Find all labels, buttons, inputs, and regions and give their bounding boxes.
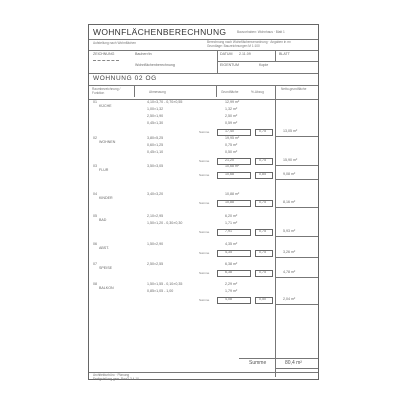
divider [275, 277, 318, 278]
row3-mid: Bauherr/in [135, 52, 152, 56]
header-right-2: Berechnung nach Wohnflächenverordnung · Angaben in m² [207, 40, 291, 44]
subtotal-label: Summe [199, 230, 210, 234]
room-net-area: 15,90 m² [283, 158, 298, 162]
subtotal-label: Summe [199, 130, 210, 134]
dimension-line: 1,50×1,20 - 0,30×0,30 [147, 221, 183, 225]
room-pct: 0,75 [259, 250, 266, 254]
dimension-line: 1,50×2,90 [147, 242, 164, 246]
area-value: 12,99 m² [225, 100, 240, 104]
row4-right-b: Kopie [259, 63, 269, 67]
dimension-line: 3,80×5,25 [147, 136, 164, 140]
room-number: 04 [93, 192, 97, 196]
divider [239, 358, 318, 359]
header-left-2: Aufstellung nach Wohnflächen [93, 41, 137, 45]
divider [275, 136, 318, 137]
dimension-line: 0,45×1,10 [147, 150, 164, 154]
room-name: BAD [99, 218, 107, 222]
row3-right-a: DATUM [220, 52, 233, 56]
area-value: 2,50 m² [225, 114, 238, 118]
dimension-line: 0,45×1,30 [147, 121, 164, 125]
room-pct: 0,75 [259, 229, 266, 233]
room-subtotal: 7,91 [225, 229, 232, 233]
row3-right-b: BLATT [279, 52, 290, 56]
dimension-line: 1,50×1,55 - 0,10×0,35 [147, 282, 183, 286]
area-value: 2,29 m² [225, 282, 238, 286]
divider [217, 61, 318, 62]
col-header-area: Grundfläche [221, 90, 239, 94]
dimension-line: 2,50×2,55 [147, 262, 164, 266]
dimension-line: 2,50×1,90 [147, 114, 164, 118]
room-number: 07 [93, 262, 97, 266]
subtotal-label: Summe [199, 251, 210, 255]
area-value: 1,32 m² [225, 107, 238, 111]
room-pct: 0,75 [259, 158, 266, 162]
room-net-area: 9,08 m² [283, 172, 296, 176]
dimension-line: 4,10×3,70 - 0,70×0,55 [147, 100, 183, 104]
room-subtotal: 10,68 [225, 172, 234, 176]
row3-left: ZEICHNUNG [93, 52, 115, 56]
room-subtotal: 6,38 [225, 270, 232, 274]
room-subtotal: 10,88 [225, 200, 234, 204]
col-header-dims: Abmessung [149, 90, 166, 94]
divider [275, 257, 318, 258]
dimension-line: 1,00×1,32 [147, 107, 164, 111]
area-value: 0,59 m² [225, 121, 238, 125]
area-value: 0,75 m² [225, 143, 238, 147]
dimension-line: 3,50×3,05 [147, 164, 164, 168]
divider [216, 85, 217, 97]
divider [275, 368, 318, 369]
room-pct: 0,75 [259, 129, 266, 133]
divider [275, 236, 318, 237]
room-net-area: 4,78 m² [283, 270, 296, 274]
dashed-line [93, 60, 119, 61]
header-right-2b: Grundlage: Bauzeichnungen M 1:100 [207, 44, 260, 48]
subtotal-label: Summe [199, 173, 210, 177]
room-name: ABST. [99, 246, 109, 250]
divider [89, 85, 318, 86]
room-name: SPEISE [99, 266, 112, 270]
divider [275, 207, 318, 208]
area-value: 6,38 m² [225, 262, 238, 266]
sum-label: Summe [249, 360, 267, 366]
dimension-line: 0,85×1,05 - 1,00 [147, 289, 174, 293]
divider [275, 304, 318, 305]
area-value: 19,95 m² [225, 136, 240, 140]
subtotal-box [217, 229, 251, 236]
room-pct: 0,85 [259, 172, 266, 176]
row4-right: EIGENTUM [220, 63, 239, 67]
room-number: 03 [93, 164, 97, 168]
room-net-area: 5,93 m² [283, 229, 296, 233]
dimension-line: 3,40×3,20 [147, 192, 164, 196]
footer-line-1: Architekturbüro · Planung [93, 373, 130, 377]
room-net-area: 2,04 m² [283, 297, 296, 301]
room-net-area: 8,16 m² [283, 200, 296, 204]
subtotal-label: Summe [199, 201, 210, 205]
room-number: 08 [93, 282, 97, 286]
room-name: BALKON [99, 286, 114, 290]
calculation-sheet [88, 24, 319, 380]
room-name: FLUR [99, 168, 109, 172]
row3-date: 2.11.09 [239, 52, 251, 56]
subtotal-label: Summe [199, 271, 210, 275]
subtotal-box [217, 129, 251, 136]
area-value: 6,20 m² [225, 214, 238, 218]
divider [89, 73, 318, 74]
area-value: 1,79 m² [225, 289, 238, 293]
room-name: WOHNEN [99, 140, 116, 144]
room-net-area: 13,05 m² [283, 129, 298, 133]
room-number: 06 [93, 242, 97, 246]
area-value: 10,88 m² [225, 192, 240, 196]
col-header-net: Netto-grundfläche [281, 87, 307, 91]
area-value: 10,68 m² [225, 164, 240, 168]
room-pct: 0,50 [259, 297, 266, 301]
room-number: 02 [93, 136, 97, 140]
col-header-pct: %-Abzug [251, 90, 264, 94]
room-subtotal: 21,20 [225, 158, 234, 162]
divider [89, 50, 318, 51]
subtotal-box [217, 297, 251, 304]
room-subtotal: 4,08 [225, 297, 232, 301]
document-title: WOHNFLÄCHENBERECHNUNG [93, 27, 227, 37]
net-column-divider [275, 85, 276, 377]
subtotal-box [217, 200, 251, 207]
room-pct: 0,75 [259, 200, 266, 204]
room-subtotal: 17,40 [225, 129, 234, 133]
sum-value: 80,4 m² [285, 360, 302, 366]
room-name: KÜCHE [99, 104, 112, 108]
section-title: WOHNUNG 02 OG [93, 75, 157, 82]
subtotal-label: Summe [199, 298, 210, 302]
area-value: 1,71 m² [225, 221, 238, 225]
header-right-1: Bauvorhaben: Wohnhaus · Blatt 1 [237, 30, 285, 34]
footer-line-2: Fertigstellung gem. BauO 3.4.10 [93, 377, 139, 381]
dimension-line: 0,60×1,25 [147, 143, 164, 147]
subtotal-box [217, 172, 251, 179]
divider [275, 165, 318, 166]
room-name: KINDER [99, 196, 113, 200]
subtotal-box [217, 250, 251, 257]
row4-mid: Wohnflächenberechnung [135, 63, 175, 67]
room-net-area: 3,26 m² [283, 250, 296, 254]
subtotal-box [217, 270, 251, 277]
room-subtotal: 4,35 [225, 250, 232, 254]
divider [89, 99, 318, 100]
subtotal-label: Summe [199, 159, 210, 163]
divider [134, 85, 135, 97]
dimension-line: 2,10×2,95 [147, 214, 164, 218]
room-number: 01 [93, 100, 97, 104]
area-value: 4,35 m² [225, 242, 238, 246]
room-number: 05 [93, 214, 97, 218]
area-value: 0,50 m² [225, 150, 238, 154]
room-pct: 0,75 [259, 270, 266, 274]
divider [275, 179, 318, 180]
col-header-room: Raumbezeichnung / Funktion [92, 87, 121, 95]
